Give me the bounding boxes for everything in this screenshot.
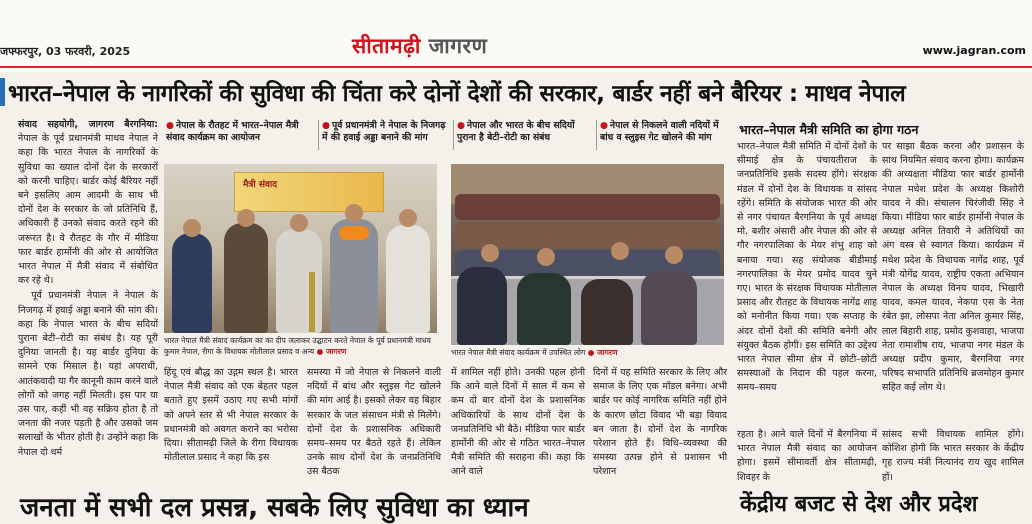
person-head xyxy=(237,209,255,227)
person-figure xyxy=(276,229,322,333)
kicker-3: ● नेपाल और भारत के बीच सदियों पुराना है बेटी–रोटी का संबंध xyxy=(457,120,575,143)
article-column-7-tail: सांसद सभी विधायक शामिल होंगे। कोशिश होगी कि भारत सरकार के केंद्रीय गृह राज्य मंत्री नित्यानंद राय खुद शामिल हों। xyxy=(882,429,1024,483)
article-headline: भारत–नेपाल के नागरिकों की सुविधा की चिंता करे दोनों देशों की सरकार, बार्डर नहीं बने बैरियर : माधव नेपाल xyxy=(8,81,906,107)
col1-para-2: पूर्व प्रधानमंत्री नेपाल ने नेपाल के निजगढ़ में हवाई अड्डा बनाने की मांग की। कहा कि नेपाल भारत के बीच सदियों पुराना बेटी–रोटी का संबंध है। यह पूरी दुनिया जानती है। यह बार्डर दुनिया के सामने एक मिसाल है। यहां अपराधी, आतंकवादी या गैर कानूनी काम करने वाले लोगों को जगह नहीं मिलती। इस पार या उस पार, कहीं भी वह सक्रिय होता है तो जनता की नजर पड़ती है और उसको जम सलाखों के भीतर होती है। उन्होंने कहा कि नेपाल दो धर्म xyxy=(18,290,158,458)
masthead-rule xyxy=(0,66,1032,68)
brand-logo xyxy=(352,32,487,60)
person-figure xyxy=(224,223,268,333)
kicker-divider xyxy=(596,120,597,150)
masthead xyxy=(0,0,1032,72)
person-head xyxy=(665,246,683,264)
event-banner: मैत्री संवाद xyxy=(234,172,384,212)
kicker-divider xyxy=(318,120,319,150)
person-head xyxy=(481,244,499,262)
garland xyxy=(339,226,369,240)
kicker-4: ● नेपाल से निकलने वाली नदियों में बांध व स्लुइस गेट खोलने की मांग xyxy=(600,120,719,143)
photo-inauguration xyxy=(164,164,437,333)
next-article-headline: जनता में सभी दल प्रसन्न, सबके लिए सुविधा का ध्यान xyxy=(20,493,529,523)
article-column-2: हिंदू एवं बौद्ध का उद्गम स्थल है। भारत नेपाल मैत्री संवाद को एक बेहतर पहल बताते हुए इसमें उठाए गए सभी मांगों को अपने स्तर से भी नेपाल सरकार के प्रधानमंत्री को अवगत कराने का भरोसा दिया। सीतामढ़ी जिले के रीगा विधायक मोतीलाल प्रसाद ने कहा कि इस xyxy=(164,367,298,464)
person-head xyxy=(611,242,629,260)
person-figure xyxy=(172,233,212,333)
person-figure xyxy=(641,271,697,345)
byline: संवाद सहयोगी, जागरण xyxy=(18,119,114,130)
brand-name: जागरण xyxy=(428,34,488,58)
audience-row xyxy=(455,222,720,248)
article-column-6: भारत–नेपाल मैत्री समिति में दोनों देशों के सीमाई क्षेत्र के पंचायतीराज के जनप्रतिनिधि इसके सदस्य होंगे। संरक्षक मंडल में दोनों देश के विधायक व सांसद रहेंगे। समिति के संयोजक भारत की ओर से नगर पंचायत बैरगनिया के पूर्व अध्यक्ष मो. बशीर अंसारी और नेपाल की ओर से गौर नगरपालिका के मेयर शंभु शाह को बनाया गया। सह संयोजक बीडीमाई नगरपालिका के मेयर प्रमोद यादव चुने गए। भारत के संरक्षक विधायक मोतीलाल प्रसाद और रौतहट के विधायक नागेंद्र शाह को मनोनीत किया गया। एक सप्ताह के अंदर दोनों देशों की समिति बनेगी और संयुक्त बैठक होगी। इस समिति का उद्देश्य भारत नेपाल सीमा क्षेत्र में छोटी–छोटी समस्याओं के निदान की पहल करना, समय–समय xyxy=(737,141,877,394)
kicker-2: ● पूर्व प्रधानमंत्री ने नेपाल के निजगढ़ में की हवाई अड्डा बनाने की मांग xyxy=(322,120,446,143)
person-figure xyxy=(517,273,571,345)
next-article-headline-right: केंद्रीय बजट से देश और प्रदेश xyxy=(740,492,978,517)
photo-audience xyxy=(451,164,724,345)
col1-para-1: नेपाल के पूर्व प्रधानमंत्री माधव नेपाल ने कहा कि भारत नेपाल के नागरिकों के सुविधा का ख्याल दोनों देश के सरकारों को करनी चाहिए। बार्डर कोई बैरियर नहीं बने इसलिए आम आदमी के साथ भी दोनों देश के सरकार के जो प्रतिनिधि हैं, अधिकारी हैं उनको संवाद करते रहने की जरूरत है। वे रौतहट के गौर में मीडिया फार बार्डर हार्मोनी की ओर से आयोजित भारत नेपाल में मैत्री संवाद में संबोधित कर रहे थे। xyxy=(18,133,158,287)
audience-row xyxy=(455,194,720,220)
person-head xyxy=(290,214,308,232)
article-column-5: दिनों में यह समिति सरकार के लिए और समाज के लिए एक मॉडल बनेगा। अभी बार्डर पर कोई नागरिक समिति नहीं होने के कारण छोटा विवाद भी बड़ा विवाद बन जाता है। दोनों देश के नागरिक परेशान होते हैं। विधि–व्यवस्था की समस्या उत्पन्न होने से प्रशासन भी परेशान xyxy=(593,367,727,478)
kicker-divider xyxy=(453,120,454,150)
article-column-6-tail: रहता है। आने वाले दिनों में बैरगनिया में भारत नेपाल मैत्री संवाद का आयोजन होगा। इसमें सीमावर्ती क्षेत्र सीतामढ़ी, शिवहर के xyxy=(737,429,877,483)
person-figure xyxy=(386,225,430,333)
dateline-place: बैरगनिया: xyxy=(124,119,158,130)
article-column-4: में शामिल नहीं होते। उनकी पहल होनी कि आने वाले दिनों में साल में कम से कम दो बार दोनों देश के प्रशासनिक अधिकारियों के साथ दोनों देश के जनप्रतिनिधि भी बैठें। मीडिया फार बार्डर हार्मोनी की ओर से गठित भारत–नेपाल मैत्री समिति की सराहना की। कहा कि आने वाले xyxy=(451,367,585,478)
person-head xyxy=(537,248,555,266)
person-head xyxy=(399,209,417,227)
article-column-1 xyxy=(18,118,158,490)
headline-accent xyxy=(0,78,5,106)
website-url[interactable]: www.jagran.com xyxy=(922,44,1026,57)
article-column-3: समस्या में जो नेपाल से निकलने वाली नदियों में बांध और स्लुइस गेट खोलने की मांग आई है। इसको लेकर वह बिहार सरकार के जल संसाधन मंत्री से मिलेंगे। दोनों देश के प्रशासनिक अधिकारी समय–समय पर बैठते रहते हैं। लेकिन उनके साथ दोनों देश के जनप्रतिनिधि उस बैठक xyxy=(307,367,441,478)
person-figure xyxy=(457,267,507,345)
sub-heading: भारत–नेपाल मैत्री समिति का होगा गठन xyxy=(739,122,919,137)
person-figure xyxy=(581,279,633,345)
lamp xyxy=(309,272,315,332)
brand-city: सीतामढ़ी xyxy=(352,34,421,58)
person-head xyxy=(345,204,363,222)
article-column-7: पर साझा बैठक करना और प्रशासन के साथ नियमित संवाद करना होगा। कार्यक्रम की अध्यक्षता मीडिया फार बार्डर हार्मोनी नेपाल मधेश प्रदेश के अध्यक्ष किशोरी यादव ने की। संचालन चिरंजीवी सिंह ने किया। मीडिया फार बार्डर हार्मोनी नेपाल के अध्यक्ष अनिल तिवारी ने अतिथियों का अंग वस्त्र से स्वागत किया। कार्यक्रम में मधेश प्रदेश के विधायक नागेंद्र शाह, पूर्व मंत्री योगेंद्र यादव, राष्ट्रीय एकता अभियान नेपाल के अध्यक्ष विनय यादव, भिखारी यादव, कमल यादव, नेकपा एस के नेता रंबेत झा, लोसपा नेता अनिल कुमार सिंह, लाल बिहारी शाह, प्रमोद कुशवाहा, भाजपा नेता रामाशीष राय, भाजपा नगर मंडल के अध्यक्ष प्रदीप कुमार, बैरगनिया नगर परिषद सभापति प्रतिनिधि ब्रजमोहन कुमार सहित कई लोग थे। xyxy=(882,141,1024,394)
photo-caption-right: भारत नेपाल मैत्री संवाद कार्यक्रम में उपस्थित लोग ● जागरण xyxy=(451,348,618,357)
person-head xyxy=(183,219,201,237)
issue-date: जफ्फरपुर, 03 फरवरी, 2025 xyxy=(0,45,131,58)
photo-caption-left: भारत नेपाल मैत्री संवाद कार्यक्रम का का दीप जलाकर उद्घाटन करते नेपाल के पूर्व प्रधानमंत्री माधव कुमार नेपाल, रीगा के विधायक मोतीलाल प्रसाद व अन्य ● जागरण xyxy=(164,336,431,356)
kicker-1: ● नेपाल के रौतहट में भारत–नेपाल मैत्री संवाद कार्यक्रम का आयोजन xyxy=(166,120,299,143)
